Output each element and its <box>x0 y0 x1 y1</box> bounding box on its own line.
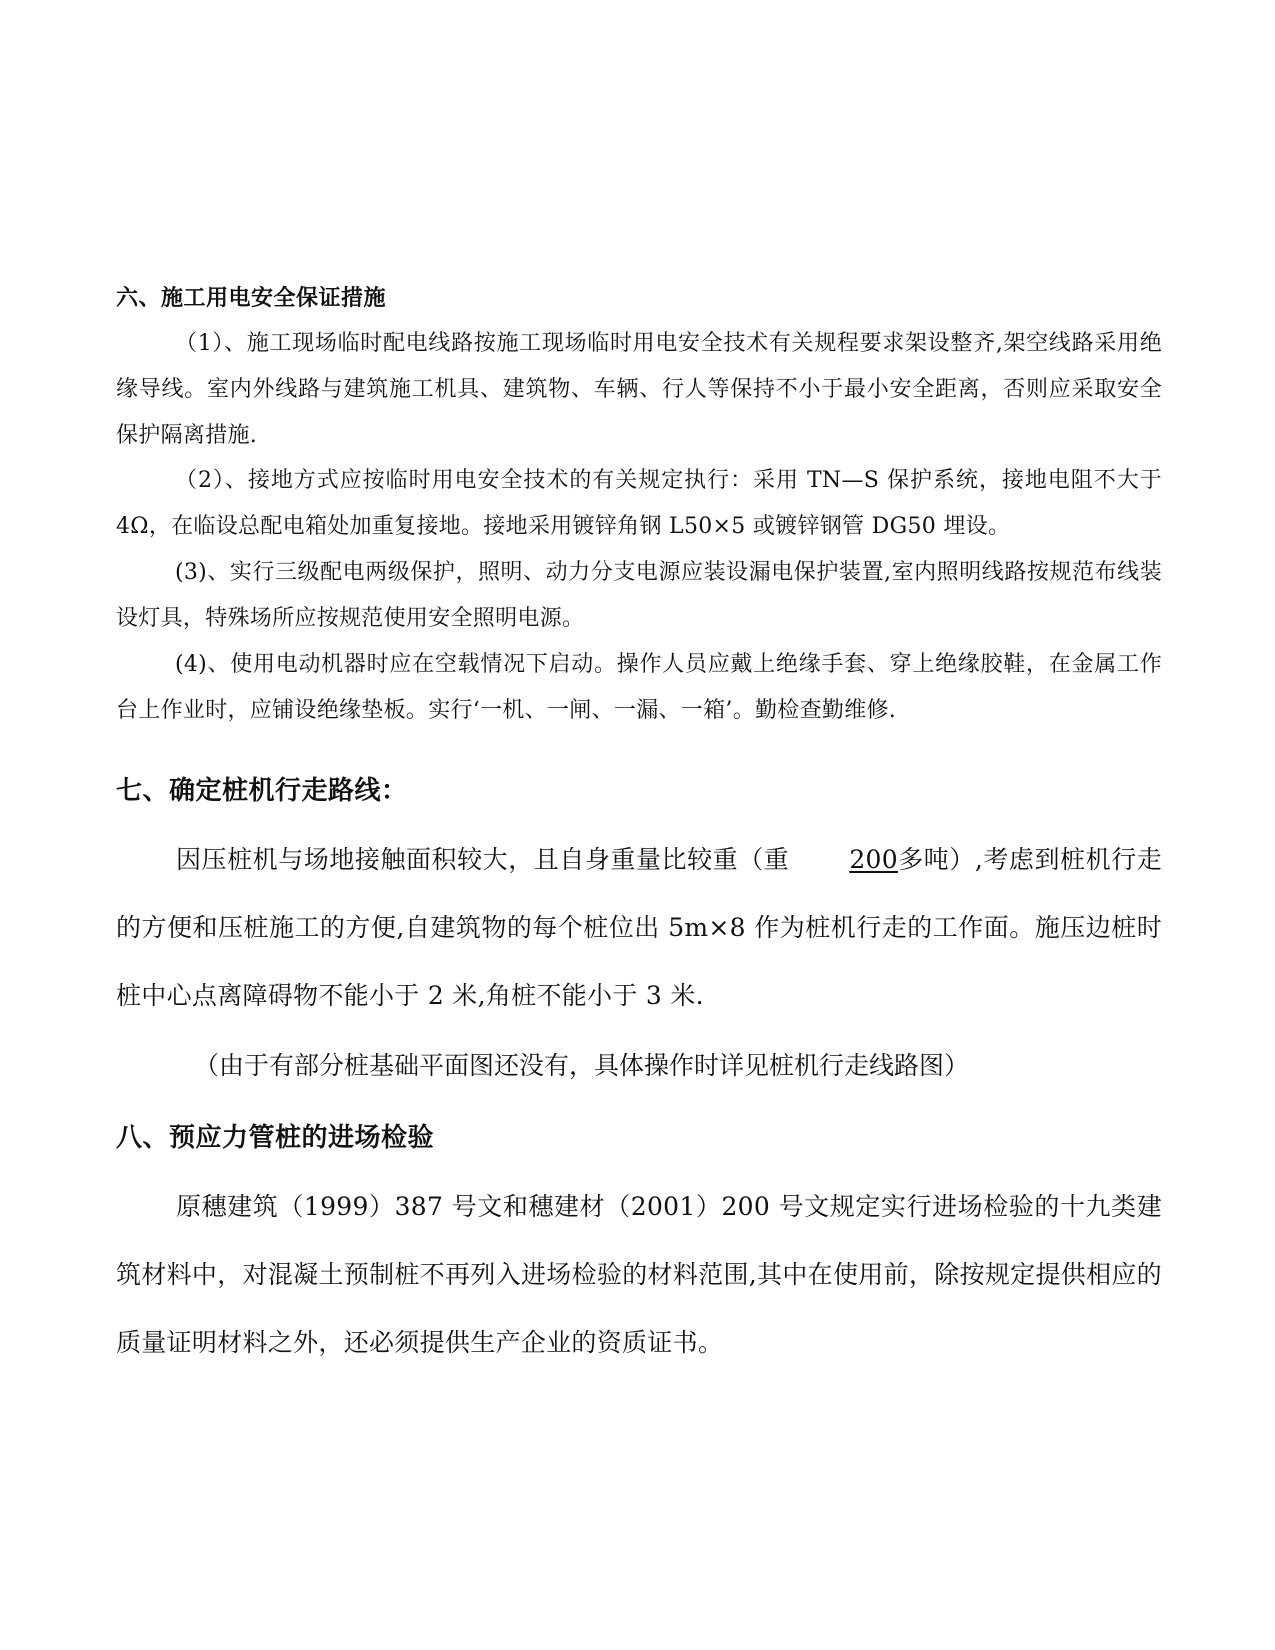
section-6-title: 六、施工用电安全保证措施 <box>116 286 387 311</box>
section-8-title: 八、预应力管桩的进场检验 <box>116 1123 435 1153</box>
section-6-item-1: （1）、施工现场临时配电线路按施工现场临时用电安全技术有关规程要求架设整齐,架空线路采用绝缘导线。室内外线路与建筑施工机具、建筑物、车辆、行人等保持不小于最小安全距离，否则应采取安全保护隔离措施. <box>116 331 1162 448</box>
section-8-paragraph: 原穗建筑（1999）387 号文和穗建材（2001）200 号文规定实行进场检验的十九类建筑材料中，对混凝土预制桩不再列入进场检验的材料范围,其中在使用前，除按规定提供相应的质量证明材料之外，还必须提供生产企业的资质证书。 <box>116 1192 1162 1357</box>
section-7-title: 七、确定桩机行走路线： <box>116 776 408 806</box>
section-7-text-after: 多吨）,考虑到桩机行走的方便和压桩施工的方便,自建筑物的每个桩位出 5m×8 作为桩机行走的工作面。施压边桩时桩中心点离障碍物不能小于 2 米,角桩不能小于 3 米. <box>116 845 1163 1010</box>
section-7-text-before: 因压桩机与场地接触面积较大，且自身重量比较重（重 <box>176 845 790 874</box>
section-6-item-2: （2）、接地方式应按临时用电安全技术的有关规定执行：采用 TN—S 保护系统，接地电阻不大于 4Ω，在临设总配电箱处加重复接地。接地采用镀锌角钢 L50×5 或镀锌钢管 DG50 埋设。 <box>116 468 1162 539</box>
section-7-paragraph <box>116 826 1162 1030</box>
pile-machine-weight-value: 200 <box>849 845 898 874</box>
section-6-item-3: (3)、实行三级配电两级保护，照明、动力分支电源应装设漏电保护装置,室内照明线路按规范布线装设灯具，特殊场所应按规范使用安全照明电源。 <box>116 560 1162 631</box>
section-6-item-4: (4)、使用电动机器时应在空载情况下启动。操作人员应戴上绝缘手套、穿上绝缘胶鞋，在金属工作台上作业时，应铺设绝缘垫板。实行‘一机、一闸、一漏、一箱’。勤检查勤维修. <box>116 652 1162 723</box>
section-7-note: （由于有部分桩基础平面图还没有，具体操作时详见桩机行走线路图） <box>194 1051 970 1080</box>
